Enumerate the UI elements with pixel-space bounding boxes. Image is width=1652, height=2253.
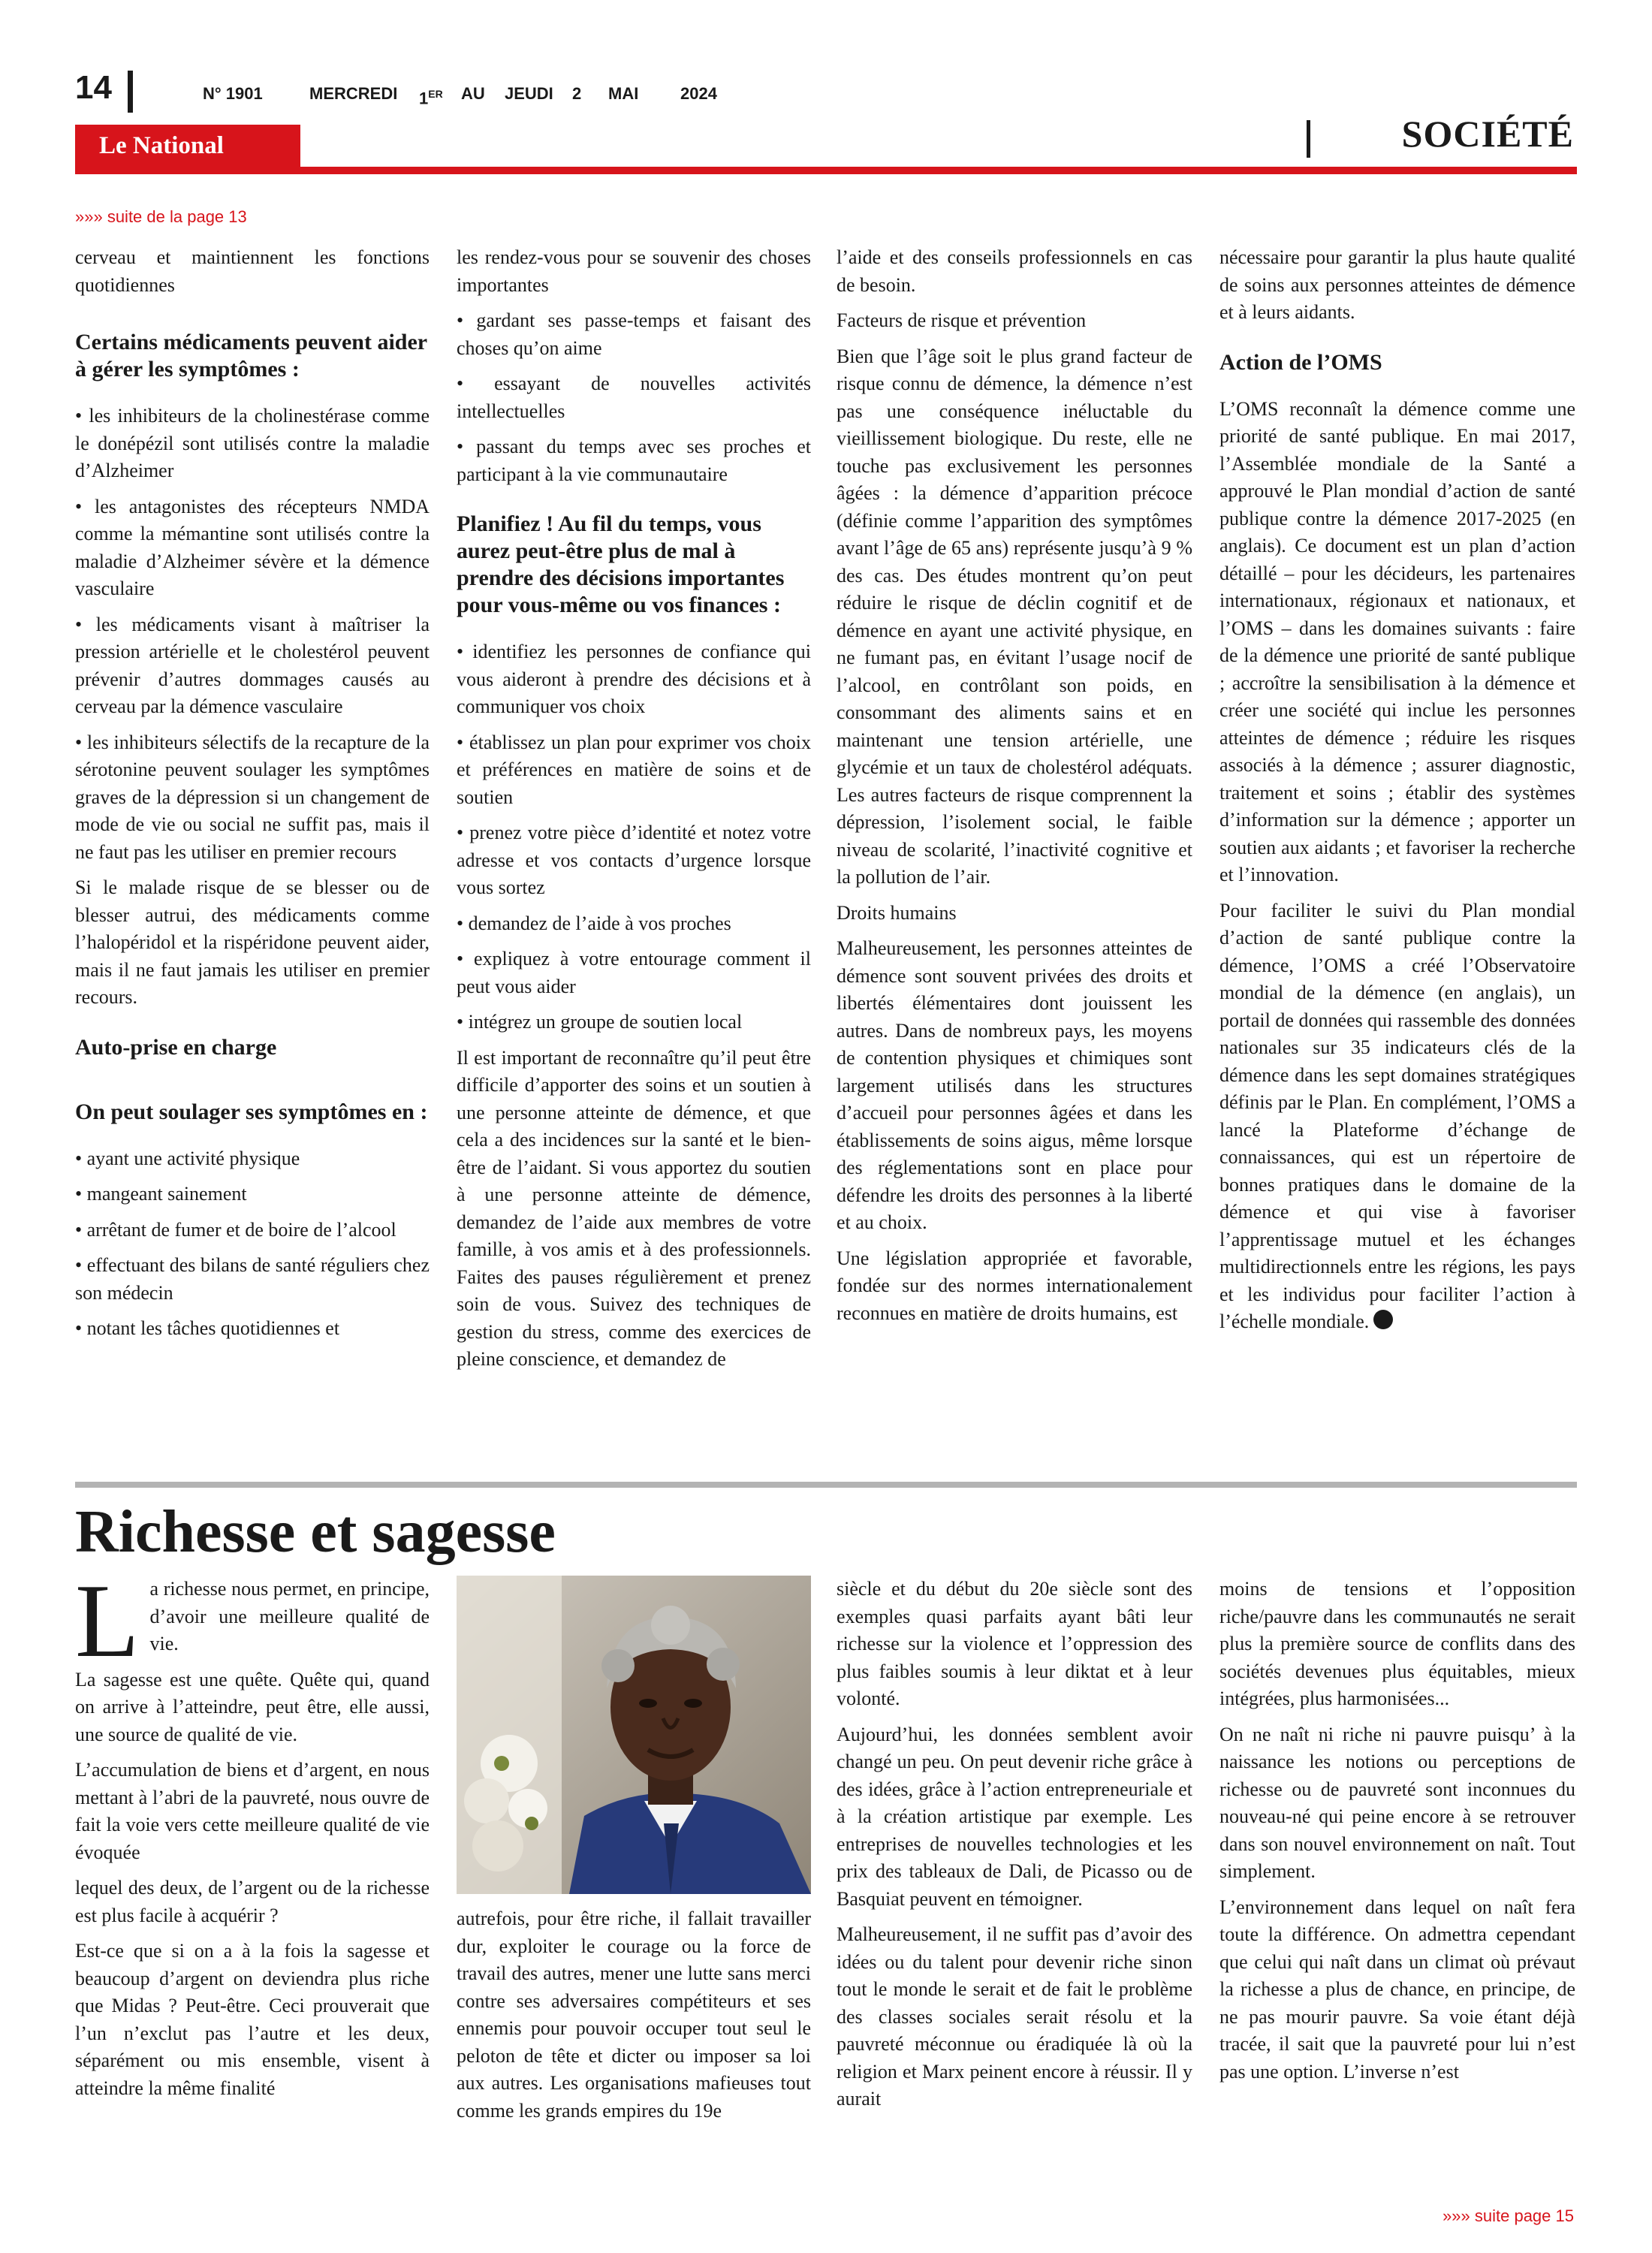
article2-column-4 (1219, 1576, 1575, 2094)
subheading: Auto-prise en charge (75, 1034, 277, 1060)
paragraph: nécessaire pour garantir la plus haute qualité de soins aux personnes atteintes de démence et à leurs aidants. (1219, 246, 1575, 323)
bullet-item: • les antagonistes des récepteurs NMDA comme la mémantine sont utilisés contre la maladie d’Alzheimer sévère et la démence vasculaire (75, 495, 430, 599)
brand-logo-text: Le National (99, 132, 224, 159)
paragraph: L’OMS reconnaît la démence comme une priorité de santé publique. En mai 2017, l’Assemblée mondiale de la Santé a approuvé le Plan mondial d’action de santé publique contre la démence 2017-2025 (en anglais). Ce document est un plan d’action détaillé – pour les décideurs, les partenaires internationaux, régionaux et nationaux, et l’OMS – dans les domaines suivants : faire de la démence une priorité de santé publique ; accroître la sensibilisation à la démence et créer une société qui inclue les personnes atteintes de démence ; réduire les risques associés à la démence ; assurer diagnostic, traitement et soins ; établir des systèmes d’information sur la démence ; apporter un soutien aux aidants ; et favoriser la recherche et l’innovation. (1219, 397, 1575, 885)
paragraph (1219, 897, 1575, 1336)
section-divider (1307, 120, 1310, 158)
bullet-item: • établissez un plan pour exprimer vos choix et préférences en matière de soins et de soutien (457, 731, 811, 808)
paragraph: Il est important de reconnaître qu’il peut être difficile d’apporter des soins et un soutien à une personne atteinte de démence, et que cela a des incidences sur la santé et le bien-être de l’aidant. Si vous apportez du soutien à une personne atteinte de démence, demandez de l’aide aux membres de votre famille, à vos amis et à des professionnels. Faites des pauses régulièrement et prenez soin de vous. Suivez des techniques de gestion du stress, comme des exercices de pleine conscience, et demandez de (457, 1046, 811, 1370)
article1-column-2 (457, 244, 811, 1382)
section-label: Facteurs de risque et prévention (837, 309, 1087, 331)
drop-cap: L (75, 1563, 140, 1679)
bullet-item: • identifiez les personnes de confiance qui vous aideront à prendre des décisions et à communiquer vos choix (457, 641, 811, 717)
paragraph: La sagesse est une quête. Quête qui, quand on arrive à l’atteindre, peut être, elle aussi, une source de qualité de vie. (75, 1668, 430, 1745)
paragraph: On ne naît ni riche ni pauvre puisqu’ à la naissance les notions ou perceptions de richesse ou de pauvreté sont inconnues du nouveau-né qui peine encore à se retrouver dans son nouvel environnement on naît. Tout simplement. (1219, 1723, 1575, 1882)
paragraph: Malheureusement, il ne suffit pas d’avoir des idées ou du talent pour devenir riche sinon tout le monde le serait et de fait le problème des classes sociales serait résolu et la pauvreté méconnue ou éradiquée là où la religion et Marx peinent encore à réussir. Il y aurait (837, 1923, 1192, 2110)
date-month: MAI (608, 84, 639, 103)
paragraph: l’aide et des conseils professionnels en cas de besoin. (837, 246, 1192, 296)
subheading: Planifiez ! Au fil du temps, vous aurez peut-être plus de mal à prendre des décisions importantes pour vous-même ou vos finances : (457, 511, 785, 617)
article1-column-1 (75, 244, 430, 1351)
article2-column-3 (837, 1576, 1192, 2122)
paragraph (75, 1563, 430, 1679)
paragraph: lequel des deux, de l’argent ou de la richesse est plus facile à acquérir ? (75, 1877, 430, 1926)
article-divider (75, 1482, 1577, 1488)
date-year: 2024 (680, 84, 717, 103)
paragraph: autrefois, pour être riche, il fallait travailler dur, exploiter le courage ou la force de travail des autres, mener une lutte sans merci contre ses adversaires compétiteurs et ses ennemis pour pouvoir occuper tout seul le peloton de tête et dicter ou imposer sa loi aux autres. Les organisations mafieuses tout comme les grands empires du 19e (457, 1908, 811, 2122)
bullet-item: • les médicaments visant à maîtriser la pression artérielle et le cholestérol peuvent prévenir d’autres dommages causés au cerveau par la démence vasculaire (75, 613, 430, 717)
bullet-item: • prenez votre pièce d’identité et notez votre adresse et vos contacts d’urgence lorsque vous sortez (457, 822, 811, 898)
bullet-item: • gardant ses passe-temps et faisant des choses qu’on aime (457, 309, 811, 359)
paragraph: Une législation appropriée et favorable, fondée sur des normes internationalement reconnues en matière de droits humains, est (837, 1247, 1192, 1324)
article1-column-4 (1219, 244, 1575, 1344)
date-weekday-end: JEUDI (505, 84, 553, 103)
bullet-item: • les inhibiteurs de la cholinestérase comme le donépézil sont utilisés contre la maladie d’Alzheimer (75, 405, 430, 481)
bullet-item: • essayant de nouvelles activités intellectuelles (457, 372, 811, 422)
article2-column-2 (457, 1905, 811, 2133)
bullet-item: • ayant une activité physique (75, 1147, 300, 1169)
author-photo (457, 1576, 811, 1894)
paragraph: L’environnement dans lequel on naît fera toute la différence. On admettra cependant que celui qui naît dans un climat où prévaut la richesse a plus de chance, en principe, de ne pas mourir pauvre. Sa voie étant déjà tracée, il sait que la pauvreté pour lui n’est pas une option. L’inverse n’est (1219, 1896, 1575, 2083)
date-weekday-start: MERCREDI (309, 84, 398, 103)
section-title: SOCIÉTÉ (1401, 113, 1574, 155)
header-rule (75, 167, 1577, 174)
paragraph: Est-ce que si on a à la fois la sagesse et beaucoup d’argent on deviendra plus riche que Midas ? Peut-être. Ceci prouverait que l’un n’exclut pas l’autre et les deux, séparément ou mis ensemble, visent à atteindre la même finalité (75, 1940, 430, 2099)
paragraph: moins de tensions et l’opposition riche/pauvre dans les communautés ne serait plus la première source de conflits dans des sociétés devenues plus équitables, mieux intégrées, plus harmonisées... (1219, 1578, 1575, 1709)
paragraph: Aujourd’hui, les données semblent avoir changé un peu. On peut devenir riche grâce à des idées, grâce à l’action entrepreneuriale et à la création artistique par exemple. Les entreprises de nouvelles technologies et les prix des tableaux de Dali, de Picasso ou de Basquiat peuvent en témoigner. (837, 1723, 1192, 1910)
paragraph: les rendez-vous pour se souvenir des choses importantes (457, 246, 811, 296)
issue-number: N° 1901 (203, 84, 263, 103)
subheading: On peut soulager ses symptômes en : (75, 1099, 428, 1124)
subheading: Action de l’OMS (1219, 349, 1382, 375)
article2-title: Richesse et sagesse (75, 1499, 556, 1565)
date-day-start: 1ER (419, 88, 443, 108)
paragraph: Si le malade risque de se blesser ou de blesser autrui, des médicaments comme l’halopéridol et la rispéridone peuvent aider, mais il ne faut jamais les utiliser en premier recours. (75, 876, 430, 1008)
bullet-item: • les inhibiteurs sélectifs de la recapture de la sérotonine peuvent soulager les symptômes graves de la dépression si un changement de mode de vie ou social ne suffit pas, mais il ne faut pas les utiliser en premier recours (75, 731, 430, 863)
paragraph: siècle et du début du 20e siècle sont des exemples quasi parfaits ayant bâti leur richesse sur la violence et l’oppression des plus faibles soumis à leur diktat et à leur volonté. (837, 1578, 1192, 1709)
continued-from-link[interactable]: »»» suite de la page 13 (75, 207, 247, 226)
section-label: Droits humains (837, 901, 957, 924)
page-number-divider (128, 71, 133, 113)
date-day-end: 2 (572, 84, 582, 103)
subheading: Certains médicaments peuvent aider à gérer les symptômes : (75, 330, 427, 382)
bullet-item: • expliquez à votre entourage comment il peut vous aider (457, 948, 811, 997)
paragraph: L’accumulation de biens et d’argent, en nous mettant à l’abri de la pauvreté, nous ouvre de fait la voie vers cette meilleure qualité de vie évoquée (75, 1759, 430, 1863)
page-number: 14 (75, 69, 112, 106)
paragraph: Malheureusement, les personnes atteintes de démence sont souvent privées des droits et libertés élémentaires dont jouissent les autres. Dans de nombreux pays, les moyens de contention physiques et chimiques sont largement utilisés dans les structures d’accueil pour personnes âgées et dans les établissements de soins aigus, même lorsque des réglementations sont en place pour défendre les droits des personnes à la liberté et au choix. (837, 937, 1192, 1233)
bullet-item: • intégrez un groupe de soutien local (457, 1011, 743, 1033)
bullet-item: • arrêtant de fumer et de boire de l’alcool (75, 1218, 396, 1241)
portrait-illustration (457, 1576, 811, 1894)
article1-column-3 (837, 244, 1192, 1335)
bullet-item: • mangeant sainement (75, 1183, 247, 1205)
continued-on-link[interactable]: »»» suite page 15 (1442, 2206, 1574, 2225)
paragraph: cerveau et maintiennent les fonctions quotidiennes (75, 246, 430, 296)
bullet-item: • demandez de l’aide à vos proches (457, 912, 731, 934)
end-of-article-icon (1373, 1310, 1393, 1329)
paragraph: Bien que l’âge soit le plus grand facteur de risque connu de démence, la démence n’est pas une conséquence inéluctable du vieillissement biologique. Du reste, elle ne touche pas exclusivement les personnes âgées : la démence d’apparition précoce (définie comme l’apparition des symptômes avant l’âge de 65 ans) représente jusqu’à 9 % des cas. Des études montrent qu’on peut réduire le risque de déclin cognitif et de démence en ayant une activité physique, en ne fumant pas, en évitant l’usage nocif de l’alcool, en contrôlant son poids, en consommant des aliments sains et en maintenant une tension artérielle, une glycémie et un taux de cholestérol adéquats. Les autres facteurs de risque comprennent la dépression, l’isolement social, le faible niveau de scolarité, l’inactivité cognitive et la pollution de l’air. (837, 345, 1192, 888)
bullet-item: • notant les tâches quotidiennes et (75, 1317, 340, 1339)
bullet-item: • effectuant des bilans de santé réguliers chez son médecin (75, 1254, 430, 1304)
paragraph-text: a richesse nous permet, en principe, d’avoir une meilleure qualité de vie. (149, 1578, 430, 1654)
bullet-item: • passant du temps avec ses proches et participant à la vie communautaire (457, 436, 811, 485)
article2-column-1 (75, 1563, 430, 2110)
paragraph-text: Pour faciliter le suivi du Plan mondial d’action de santé publique contre la démence, l’OMS a créé l’Observatoire mondial de la démence (en anglais), un portail de données qui rassemble des données nationales sur 35 indicateurs clés de la démence dans les sept domaines stratégiques définis par le Plan. En complément, l’OMS a lancé la Plateforme d’échange de connaissances, qui est un répertoire de bonnes pratiques dans le domaine de la démence et qui vise à favoriser l’apprentissage mutuel et les échanges multidirectionnels entre les régions, les pays et les individus pour faciliter l’action à l’échelle mondiale. (1219, 899, 1575, 1332)
date-au: AU (461, 84, 485, 103)
